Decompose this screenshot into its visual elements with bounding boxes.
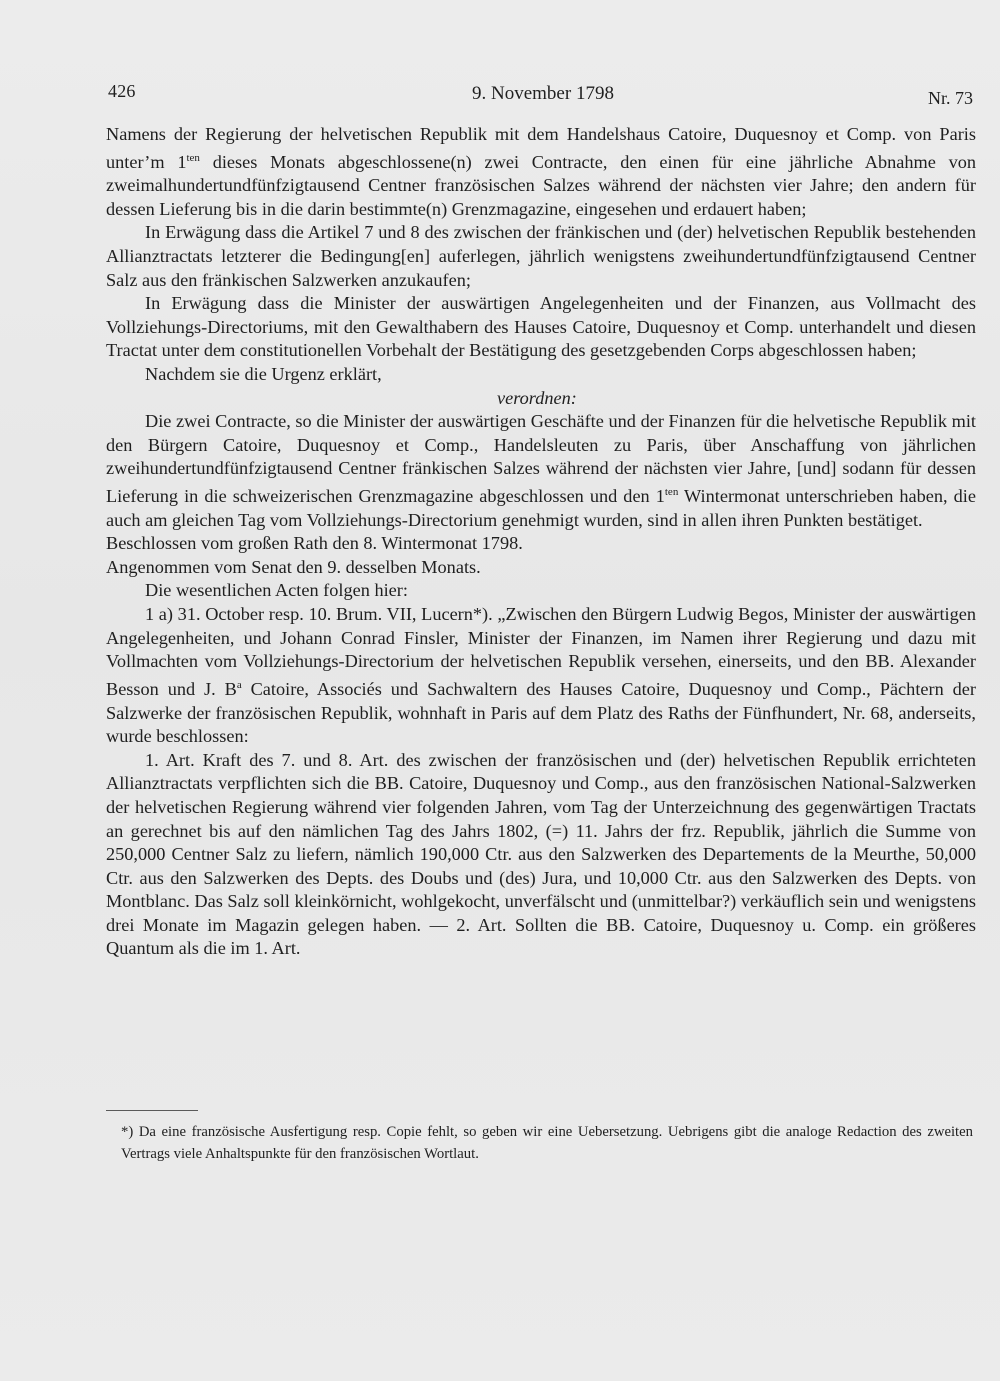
paragraph-contracte <box>106 410 976 532</box>
paragraph-article-1: 1. Art. Kraft des 7. und 8. Art. des zwischen der französischen und (der) helvetischen Republik errichteten Allianztractats verpflichten sich die BB. Catoire, Duquesnoy und Comp., aus den französischen National-Salzwerken der helvetischen Regierung während vier folgenden Jahren, vom Tag der Unterzeichnung des gegenwärtigen Tractats an gerechnet bis auf den nämlichen Tag des Jahrs 1802, (=) 11. Jahrs der frz. Republik, jährlich die Summe von 250,000 Centner Salz zu liefern, nämlich 190,000 Ctr. aus den Salzwerken des Departements de la Meurthe, 50,000 Ctr. aus den Salzwerken des Depts. des Doubs und (des) Jura, und 10,000 Ctr. aus den Salzwerken des Depts. von Montblanc. Das Salz soll kleinkörnicht, wohlgekocht, unverfälscht und (unmittelbar?) verkäuflich sein und wenigstens drei Monate im Magazin gelegen haben. — 2. Art. Sollten die BB. Catoire, Duquesnoy u. Comp. ein größeres Quantum als die im 1. Art. <box>106 749 976 959</box>
paragraph-intro-part-2: dieses Monats abgeschlossene(n) zwei Contracte, den einen für eine jährliche Abnahme von zweimalhundertundfünfzigtausend Centner französischen Salzes während der nächsten vier Jahre; den andern für dessen Lieferung bis in die darin bestimmte(n) Grenzmagazine, eingesehen und erdauert haben; <box>106 151 977 219</box>
paragraph-urgenz: Nachdem sie die Urgenz erklärt, <box>145 364 382 385</box>
page-number: 426 <box>108 81 136 101</box>
main-text <box>106 123 976 961</box>
page-date: 9. November 1798 <box>472 83 614 104</box>
acten-heading: Die wesentlichen Acten folgen hier: <box>145 580 408 601</box>
superscript-ten-2: ten <box>664 486 679 498</box>
paragraph-intro <box>106 123 976 221</box>
paragraph-lucern-part-1: 1 a) 31. October resp. 10. Brum. VII, Lucern*). „Zwischen den Bürgern Ludwig Begos, Minister der auswärtigen Angelegenheiten, und Johann Conrad Finsler, Minister der Finanzen, im Namen ihrer Regierung und dazu mit Vollmachten vom Vollziehungs-Directorium der helvetischen Republik versehen, einerseits, und den BB. Alexander Besson und J. B <box>106 604 976 699</box>
paragraph-erwaegung-2: In Erwägung dass die Minister der auswärtigen Angelegenheiten und der Finanzen, aus Vollmacht des Vollziehungs-Directoriums, mit den Gewalthabern des Hauses Catoire, Duquesnoy et Comp. unterhandelt und diesen Tractat unter dem constitutionellen Vorbehalt der Bestätigung des gesetzgebenden Corps abgeschlossen haben; <box>106 293 976 361</box>
paragraph-erwaegung-1: In Erwägung dass die Artikel 7 und 8 des zwischen der fränkischen und (der) helvetischen Republik bestehenden Allianztractats letzterer die Bedingung[en] auferlegen, jährlich wenigstens zweihundertundfünfzigtausend Centner Salz aus den fränkischen Salzwerken anzukaufen; <box>106 222 976 290</box>
paragraph-contracte-part-2: Wintermonat unterschrieben haben, die auch am gleichen Tag vom Vollziehungs-Directorium genehmigt wurden, sind in allen ihren Punkten bestätiget. <box>106 486 976 530</box>
paragraph-contracte-part-1: Die zwei Contracte, so die Minister der auswärtigen Geschäfte und der Finanzen für die helvetische Republik mit den Bürgern Catoire, Duquesnoy et Comp., Handelsleuten zu Paris, über Anschaffung von jährlichen zweihundertundfünfzigtausend Centner fränkischen Salzes während der nächsten vier Jahre, [und] sodann für dessen Lieferung in die schweizerischen Grenzmagazine abgeschlossen und den 1 <box>106 411 976 507</box>
footnote-text: *) Da eine französische Ausfertigung resp. Copie fehlt, so geben wir eine Uebersetzung. Uebrigens gibt die analoge Redaction des zweiten Vertrags viele Anhaltspunkte für den französischen Wortlaut. <box>121 1124 973 1162</box>
superscript-a: a <box>236 678 242 691</box>
paragraph-lucern-part-2: Catoire, Associés und Sachwaltern des Hauses Catoire, Duquesnoy und Comp., Pächtern der Salzwerke der französischen Republik, wohnhaft in Paris auf dem Platz des Raths der Fünfhundert, Nr. 68, anderseits, wurde beschlossen: <box>106 678 976 747</box>
footnote-divider <box>106 1110 198 1111</box>
paragraph-lucern <box>106 603 976 749</box>
verordnen-label: verordnen: <box>497 387 577 408</box>
angenommen-line: Angenommen vom Senat den 9. desselben Monats. <box>106 556 481 577</box>
paragraph-intro-part-1: Namens der Regierung der helvetischen Republik mit dem Handelshaus Catoire, Duquesnoy et Comp. von Paris unter’m 1 <box>106 124 976 172</box>
beschlossen-line: Beschlossen vom großen Rath den 8. Wintermonat 1798. <box>106 533 523 554</box>
superscript-ten: ten <box>186 151 200 164</box>
document-number: Nr. 73 <box>928 88 973 108</box>
